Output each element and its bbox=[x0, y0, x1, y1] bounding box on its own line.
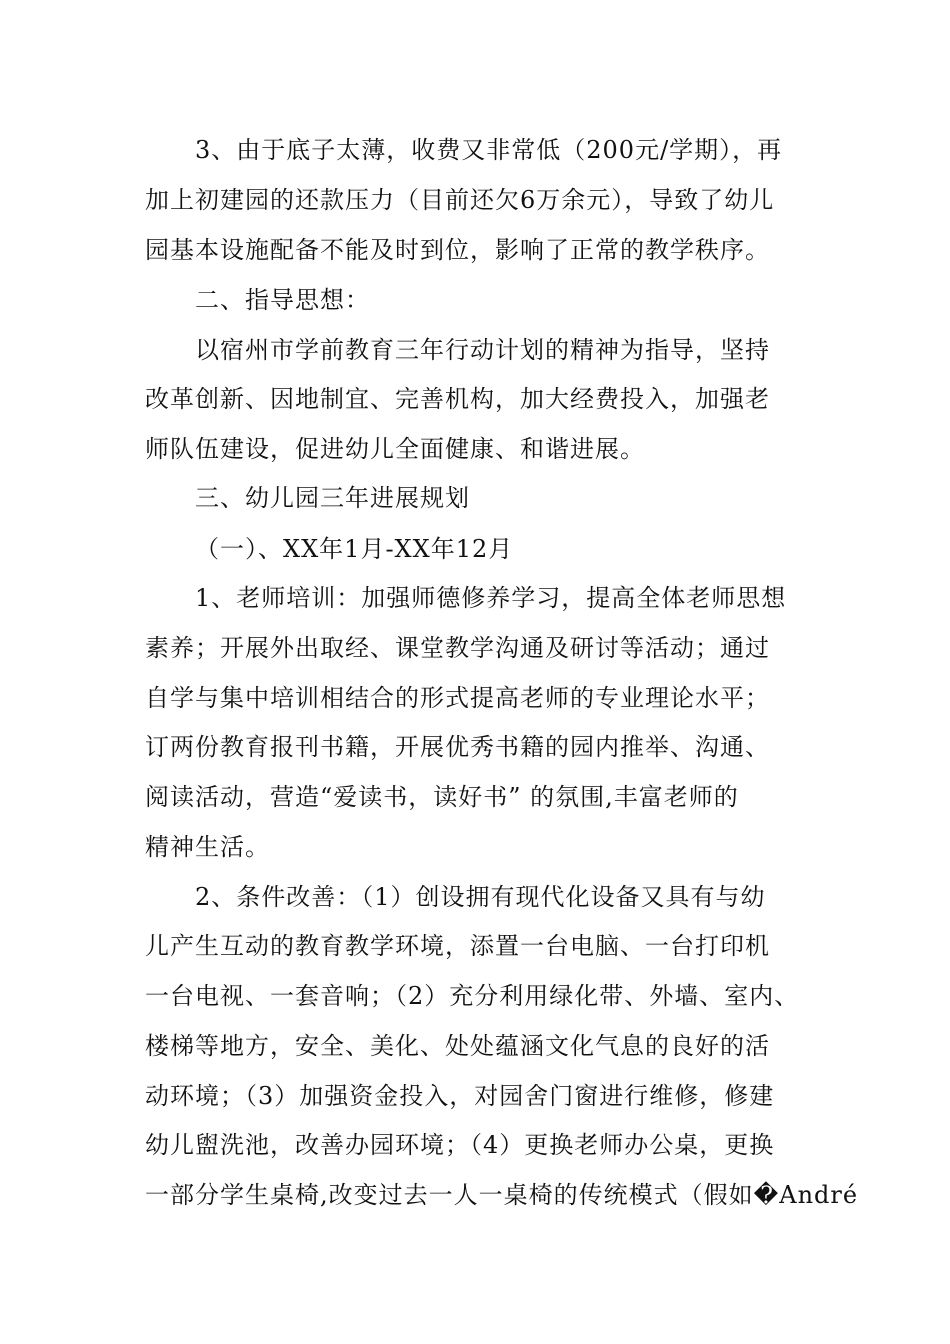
text-line: 以宿州市学前教育三年行动计划的精神为指导，坚持 bbox=[195, 336, 770, 364]
text-line: 3、由于底子太薄，收费又非常低（200元/学期），再 bbox=[195, 136, 783, 164]
text-line: 园基本设施配备不能及时到位，影响了正常的教学秩序。 bbox=[145, 236, 770, 264]
text-line: 一部分学生桌椅,改变过去一人一桌椅的传统模式（假如�André bbox=[145, 1181, 859, 1209]
text-line: 一台电视、一套音响；（2）充分利用绿化带、外墙、室内、 bbox=[145, 982, 800, 1010]
text-line: 2、条件改善：（1）创设拥有现代化设备又具有与幼 bbox=[195, 883, 766, 911]
text-line: 自学与集中培训相结合的形式提高老师的专业理论水平； bbox=[145, 684, 770, 712]
text-line: 精神生活。 bbox=[145, 833, 270, 861]
text-line: 素养；开展外出取经、课堂教学沟通及研讨等活动；通过 bbox=[145, 634, 770, 662]
section-heading: 二、指导思想： bbox=[195, 286, 370, 314]
text-line: 师队伍建设，促进幼儿全面健康、和谐进展。 bbox=[145, 435, 645, 463]
text-line: 订两份教育报刊书籍，开展优秀书籍的园内推举、沟通、 bbox=[145, 733, 770, 761]
text-line: 动环境；（3）加强资金投入，对园舍门窗进行维修，修建 bbox=[145, 1082, 775, 1110]
text-line: 幼儿盥洗池，改善办园环境；（4）更换老师办公桌，更换 bbox=[145, 1131, 775, 1159]
text-line: 1、老师培训：加强师德修养学习，提高全体老师思想 bbox=[195, 584, 787, 612]
section-heading: 三、幼儿园三年进展规划 bbox=[195, 484, 470, 512]
text-line: 楼梯等地方，安全、美化、处处蕴涵文化气息的良好的活 bbox=[145, 1032, 770, 1060]
text-line: 儿产生互动的教育教学环境，添置一台电脑、一台打印机 bbox=[145, 932, 770, 960]
text-line: 改革创新、因地制宜、完善机构，加大经费投入，加强老 bbox=[145, 385, 770, 413]
text-line: 阅读活动，营造“爱读书，读好书” 的氛围,丰富老师的 bbox=[145, 783, 739, 811]
subsection-heading: （一）、XX年1月-XX年12月 bbox=[195, 535, 514, 563]
text-line: 加上初建园的还款压力（目前还欠6万余元），导致了幼儿 bbox=[145, 186, 775, 214]
